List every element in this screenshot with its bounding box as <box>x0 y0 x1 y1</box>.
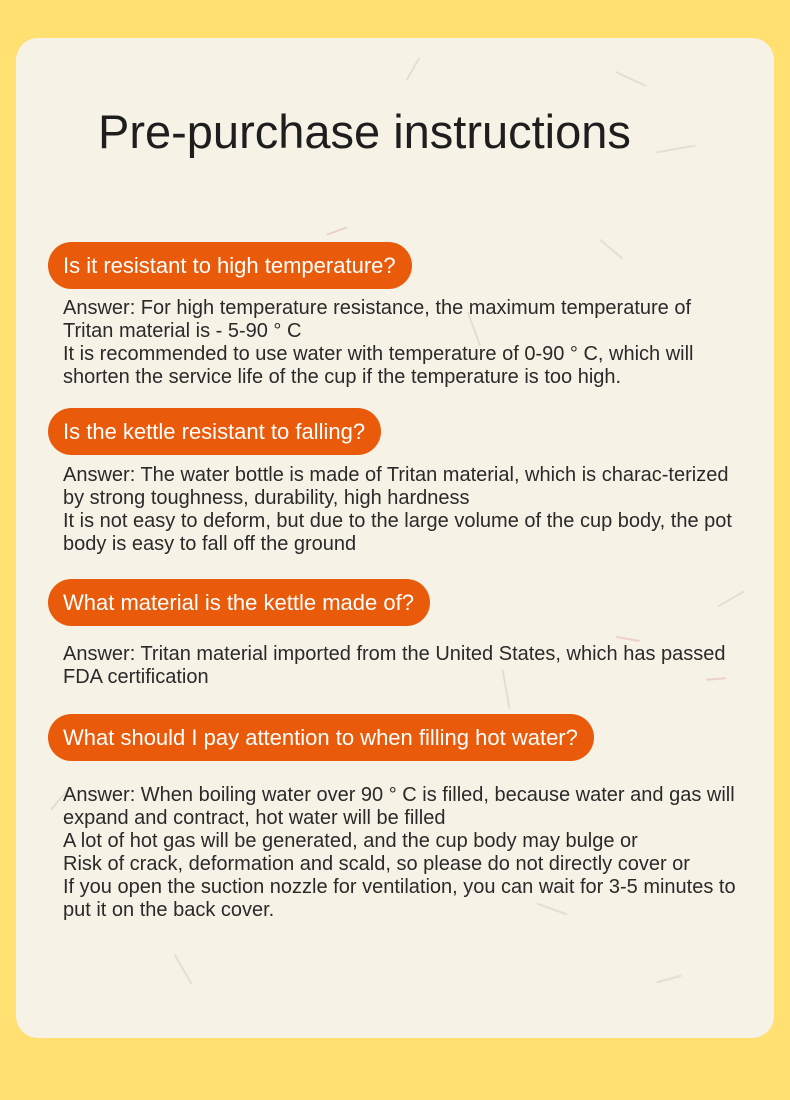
faq-question-4: What should I pay attention to when filling hot water? <box>48 714 594 761</box>
faq-question-3: What material is the kettle made of? <box>48 579 430 626</box>
paper-fiber <box>599 239 623 260</box>
paper-fiber <box>718 591 745 608</box>
paper-fiber <box>656 975 682 984</box>
answer-line: Answer: When boiling water over 90 ° C is filled, because water and gas will expand and contract, hot water will be filled <box>63 784 735 829</box>
faq-question-1: Is it resistant to high temperature? <box>48 242 412 289</box>
answer-line: Risk of crack, deformation and scald, so please do not directly cover or <box>63 853 690 875</box>
answer-line: It is not easy to deform, but due to the large volume of the cup body, the pot body is easy to fall off the ground <box>63 510 732 555</box>
paper-fiber <box>656 145 696 154</box>
answer-line: If you open the suction nozzle for ventilation, you can wait for 3-5 minutes to put it on the back cover. <box>63 876 736 921</box>
faq-answer-3 <box>63 643 743 689</box>
paper-fiber <box>615 71 647 87</box>
answer-line: It is recommended to use water with temperature of 0-90 ° C, which will shorten the service life of the cup if the temperature is too high. <box>63 343 694 388</box>
paper-fiber <box>406 57 421 81</box>
answer-line: Answer: The water bottle is made of Tritan material, which is charac-terized by strong toughness, durability, high hardness <box>63 464 729 509</box>
paper-fiber <box>174 954 193 984</box>
answer-line: A lot of hot gas will be generated, and the cup body may bulge or <box>63 830 638 852</box>
answer-line: Answer: For high temperature resistance, the maximum temperature of Tritan material is - 5-90 ° C <box>63 297 692 342</box>
paper-fiber <box>326 226 347 235</box>
page-title: Pre-purchase instructions <box>98 105 631 158</box>
paper-fiber <box>616 636 640 642</box>
answer-line: Answer: Tritan material imported from the United States, which has passed FDA certification <box>63 643 726 688</box>
faq-answer-4 <box>63 784 743 922</box>
faq-question-2: Is the kettle resistant to falling? <box>48 408 381 455</box>
faq-answer-1 <box>63 297 743 389</box>
faq-answer-2 <box>63 464 743 556</box>
